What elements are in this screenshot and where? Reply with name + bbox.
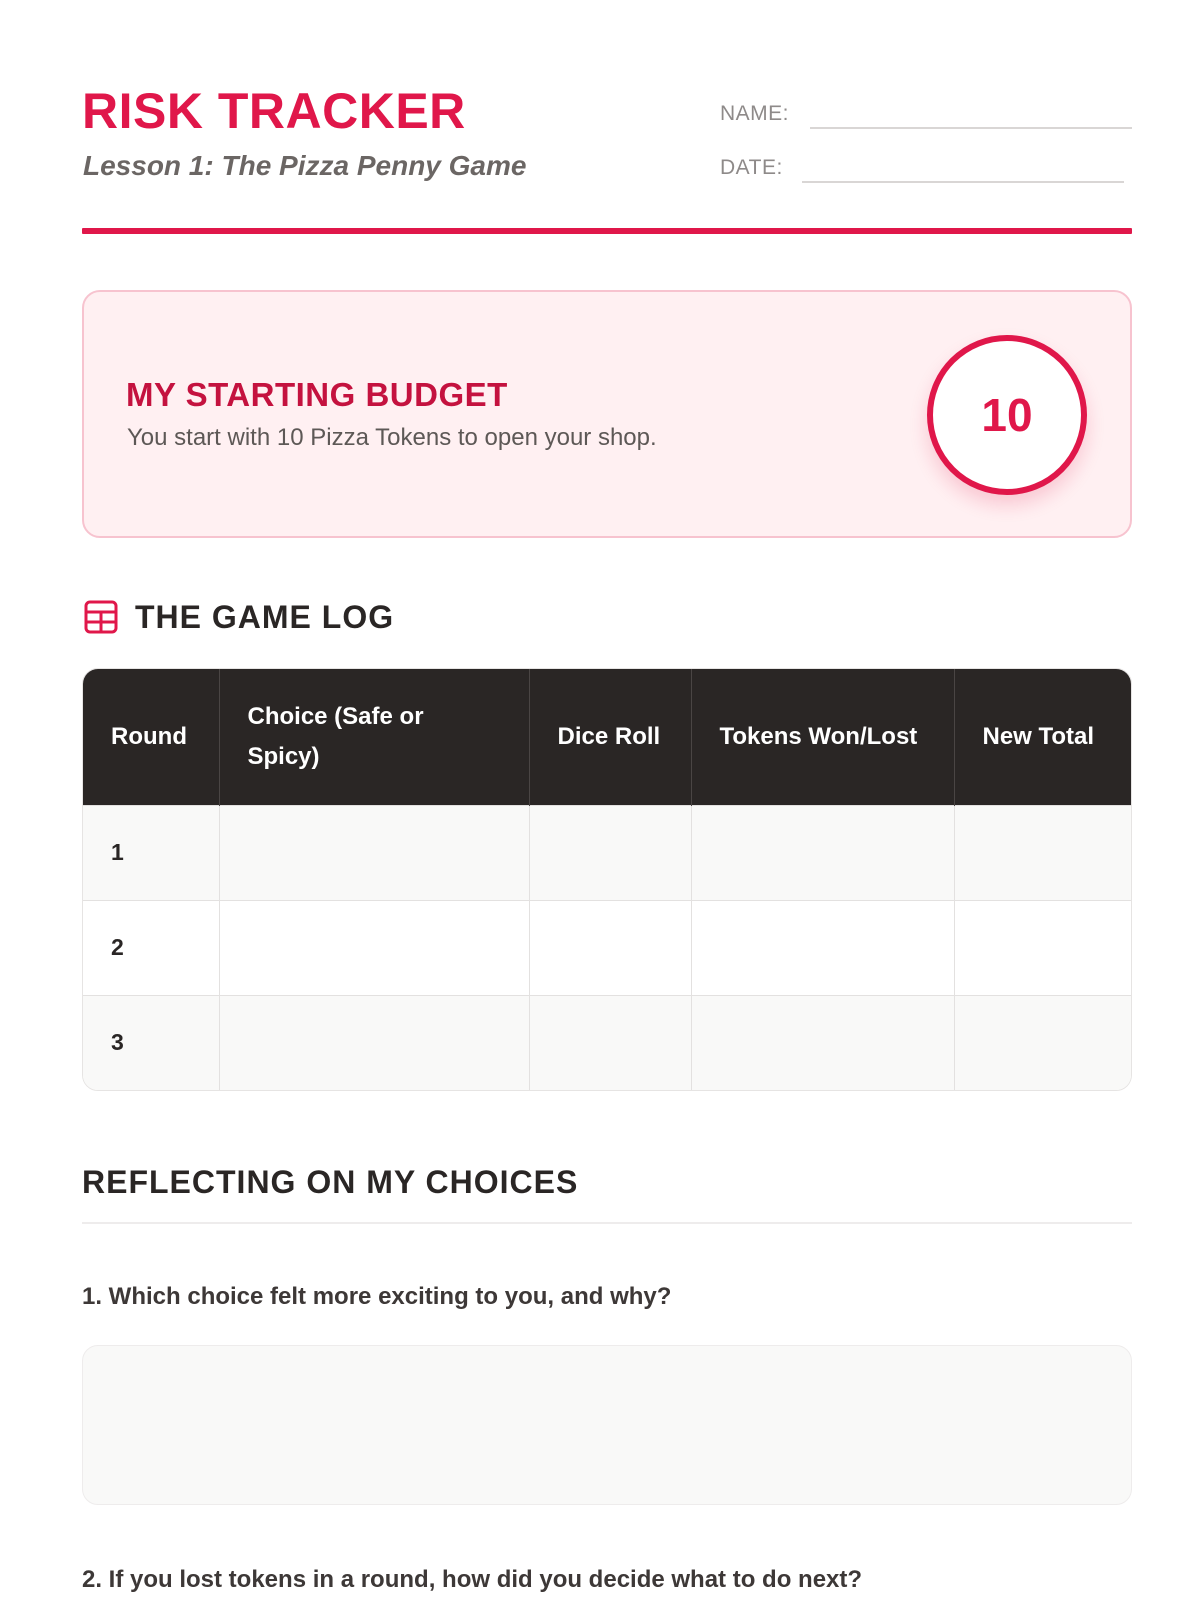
new-total-cell[interactable] [954, 805, 1131, 900]
name-field[interactable] [720, 89, 1132, 129]
dice-roll-cell[interactable] [529, 900, 691, 995]
table-header-row [83, 669, 1131, 805]
budget-value-badge [927, 335, 1087, 495]
new-total-cell[interactable] [954, 900, 1131, 995]
dice-roll-cell[interactable] [529, 995, 691, 1090]
table-row [83, 995, 1131, 1090]
reflection-question-2: 2. If you lost tokens in a round, how did you decide what to do next? [82, 1566, 863, 1593]
column-header-new-total: New Total [954, 669, 1131, 805]
round-number: 2 [83, 900, 219, 995]
date-label: DATE: [720, 156, 783, 179]
header-divider [82, 228, 1132, 234]
tokens-cell[interactable] [691, 900, 954, 995]
new-total-cell[interactable] [954, 995, 1131, 1090]
worksheet-header [82, 80, 1132, 235]
game-log-heading [82, 596, 682, 636]
lesson-subtitle: Lesson 1: The Pizza Penny Game [83, 150, 527, 181]
table-grid-icon [84, 600, 118, 634]
name-input-line[interactable] [810, 127, 1132, 129]
column-header-choice: Choice (Safe or Spicy) [219, 669, 529, 805]
choice-cell[interactable] [219, 900, 529, 995]
name-label: NAME: [720, 102, 790, 125]
table-row [83, 805, 1131, 900]
game-log-table [82, 668, 1132, 1091]
reflection-question-1: 1. Which choice felt more exciting to you, and why? [82, 1283, 672, 1310]
game-log-title: THE GAME LOG [135, 599, 395, 635]
reflection-title: REFLECTING ON MY CHOICES [82, 1164, 579, 1200]
answer-box-1[interactable] [82, 1345, 1132, 1505]
page-title: RISK TRACKER [82, 83, 466, 139]
column-header-dice-roll: Dice Roll [529, 669, 691, 805]
budget-value: 10 [981, 389, 1033, 441]
date-input-line[interactable] [802, 181, 1124, 183]
dice-roll-cell[interactable] [529, 805, 691, 900]
choice-cell[interactable] [219, 995, 529, 1090]
starting-budget-card [82, 290, 1132, 538]
budget-description: You start with 10 Pizza Tokens to open your shop. [127, 424, 657, 451]
round-number: 3 [83, 995, 219, 1090]
tokens-cell[interactable] [691, 995, 954, 1090]
choice-cell[interactable] [219, 805, 529, 900]
round-number: 1 [83, 805, 219, 900]
column-header-tokens: Tokens Won/Lost [691, 669, 954, 805]
budget-title: MY STARTING BUDGET [126, 376, 508, 413]
reflection-divider [82, 1222, 1132, 1224]
column-header-round: Round [83, 669, 219, 805]
table-row [83, 900, 1131, 995]
date-field[interactable] [720, 143, 1132, 183]
tokens-cell[interactable] [691, 805, 954, 900]
